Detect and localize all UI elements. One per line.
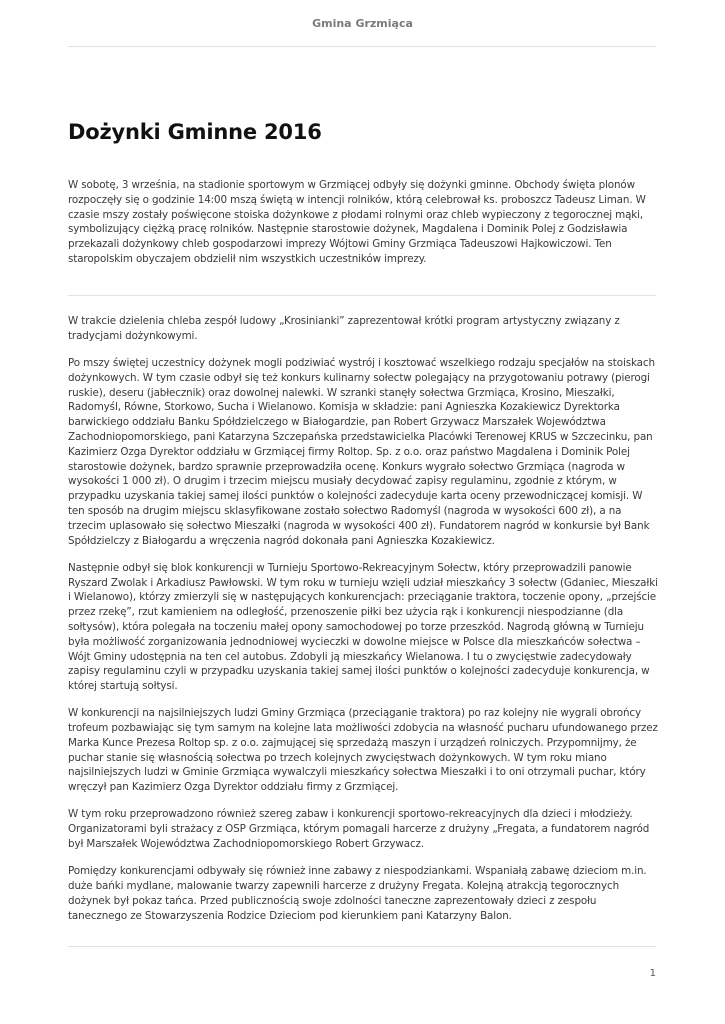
site-name: Gmina Grzmiąca — [312, 17, 413, 30]
article-title: Dożynki Gminne 2016 — [68, 120, 322, 144]
body-paragraph: W tym roku przeprowadzono również szereg zabaw i konkurencji sportowo-rekreacyjnych dla dzieci i młodzieży. Organizatorami byli strażacy z OSP Grzmiąca, którym pomagali harcerze z drużyny „Fregata, a fundatorem nagród był Marszałek Województwa Zachodniopomorskiego Robert Grzywacz. — [68, 808, 650, 851]
page-number: 1 — [649, 968, 656, 979]
article-body — [68, 314, 658, 936]
body-paragraph: Po mszy świętej uczestnicy dożynek mogli podziwiać wystrój i kosztować wszelkiego rodzaju specjałów na stoiskach dożynkowych. W tym czasie odbył się też konkurs kulinarny sołectw polegający na przygotowaniu potrawy (pierogi ruskie), deseru (jabłecznik) oraz dowolnej nalewki. W szranki stanęły sołectwa Grzmiąca, Krosino, Mieszałki, Radomyśl, Równe, Storkowo, Sucha i Wielanowo. Komisja w składzie: pani Agnieszka Kozakiewicz Dyrektorka barwickiego oddziału Banku Spółdzielczego w Białogardzie, pan Robert Grzywacz Marszałek Województwa Zachodniopomorskiego, pani Katarzyna Szczepańska przedstawicielka Placówki Terenowej KRUS w Szczecinku, pan Kazimierz Ozga Dyrektor oddziału w Grzmiącej firmy Roltop. Sp. z o.o. oraz państwo Magdalena i Dominik Polej starostowie dożynek, bardzo sprawnie przeprowadziła ocenę. Konkurs wygrało sołectwo Grzmiąca (nagroda w wysokości 1 000 zł). O drugim i trzecim miejscu musiały decydować zapisy regulaminu, zgodnie z którym, w przypadku uzyskania takiej samej ilości punktów o kolejności zadecyduje karta oceny przewodniczącej komisji. W ten sposób na drugim miejscu sklasyfikowane zostało sołectwo Radomyśl (nagroda w wysokości 600 zł), a na trzecim uplasowało się sołectwo Mieszałki (nagroda w wysokości 400 zł). Fundatorem nagród w konkursie był Bank Spółdzielczy z Białogardu a wręczenia nagród dokonała pani Agnieszka Kozakiewicz. — [68, 356, 655, 547]
article-lead-section — [68, 178, 658, 279]
body-paragraph: W trakcie dzielenia chleba zespół ludowy „Krosinianki” zaprezentował krótki program artystyczny związany z tradycjami dożynkowymi. — [68, 315, 620, 342]
body-paragraph: W konkurencji na najsilniejszych ludzi Gminy Grzmiąca (przeciąganie traktora) po raz kolejny nie wygrali obrońcy trofeum pozbawiając się tym samym na kolejne lata możliwości zdobycia na własność pucharu ufundowanego przez Marka Kunce Prezesa Roltop sp. z o.o. zajmującej się sprzedażą maszyn i urządzeń rolniczych. Przypomnijmy, że puchar stanie się własnością sołectwa po trzech kolejnych zwycięstwach dożynkowych. W tym roku miano najsilniejszych ludzi w Gminie Grzmiąca wywalczyli mieszkańcy sołectwa Mieszałki i to oni otrzymali puchar, który wręczył pan Kazimierz Ozga Dyrektor oddziału firmy z Grzmiącej. — [68, 707, 658, 794]
body-paragraph: Następnie odbył się blok konkurencji w Turnieju Sportowo-Rekreacyjnym Sołectw, który przeprowadzili panowie Ryszard Zwolak i Arkadiusz Pawłowski. W tym roku w turnieju wzięli udział mieszkańcy 3 sołectw (Gdaniec, Mieszałki i Wielanowo), którzy zmierzyli się w następujących konkurencjach: przeciąganie traktora, toczenie opony, „przejście przez rzekę”, rzut kamieniem na odległość, przenoszenie piłki bez użycia rąk i konkurencji niespodzianne (dla sołtysów), która polegała na toczeniu małej opony samochodowej po torze przeszkód. Nagrodą główną w Turnieju była możliwość zorganizowania jednodniowej wycieczki w dowolne miejsce w Polsce dla mieszkańców sołectwa – Wójt Gminy udostępnia na ten cel autobus. Zdobyli ją mieszkańcy Wielanowa. I tu o zwycięstwie zadecydowały zapisy regulaminu czyli w przypadku uzyskania takiej samej ilości punktów o kolejności zadecyduje konkurencja, w której startują sołtysi. — [68, 561, 658, 693]
body-paragraph: Pomiędzy konkurencjami odbywały się również inne zabawy z niespodziankami. Wspaniałą zabawę dzieciom m.in. duże bańki mydlane, malowanie twarzy zapewnili harcerze z drużyny Fregata. Kolejną atrakcją tegorocznych dożynek był pokaz tańca. Przed publicznością swoje zdolności taneczne zaprezentowały dzieci z zespołu tanecznego ze Stowarzyszenia Rodzice Dzieciom pod kierunkiem pani Katarzyny Balon. — [68, 865, 647, 922]
lead-paragraph: W sobotę, 3 września, na stadionie sportowym w Grzmiącej odbyły się dożynki gminne. Obchody święta plonów rozpoczęły się o godzinie 14:00 mszą świętą w intencji rolników, którą celebrował ks. proboszcz Tadeusz Liman. W czasie mszy zostały poświęcone stoiska dożynkowe z płodami rolnymi oraz chleb wypieczony z tegorocznej mąki, symbolizujący ciężką pracę rolników. Następnie starostowie dożynek, Magdalena i Dominik Polej z Godzisławia przekazali dożynkowy chleb gospodarzowi imprezy Wójtowi Gminy Grzmiąca Tadeuszowi Hajkowiczowi. Ten staropolskim obyczajem obdzielił nim wszystkich uczestników imprezy. — [68, 179, 646, 265]
header-divider — [68, 46, 656, 47]
section-divider — [68, 295, 656, 296]
footer-divider — [68, 946, 656, 947]
